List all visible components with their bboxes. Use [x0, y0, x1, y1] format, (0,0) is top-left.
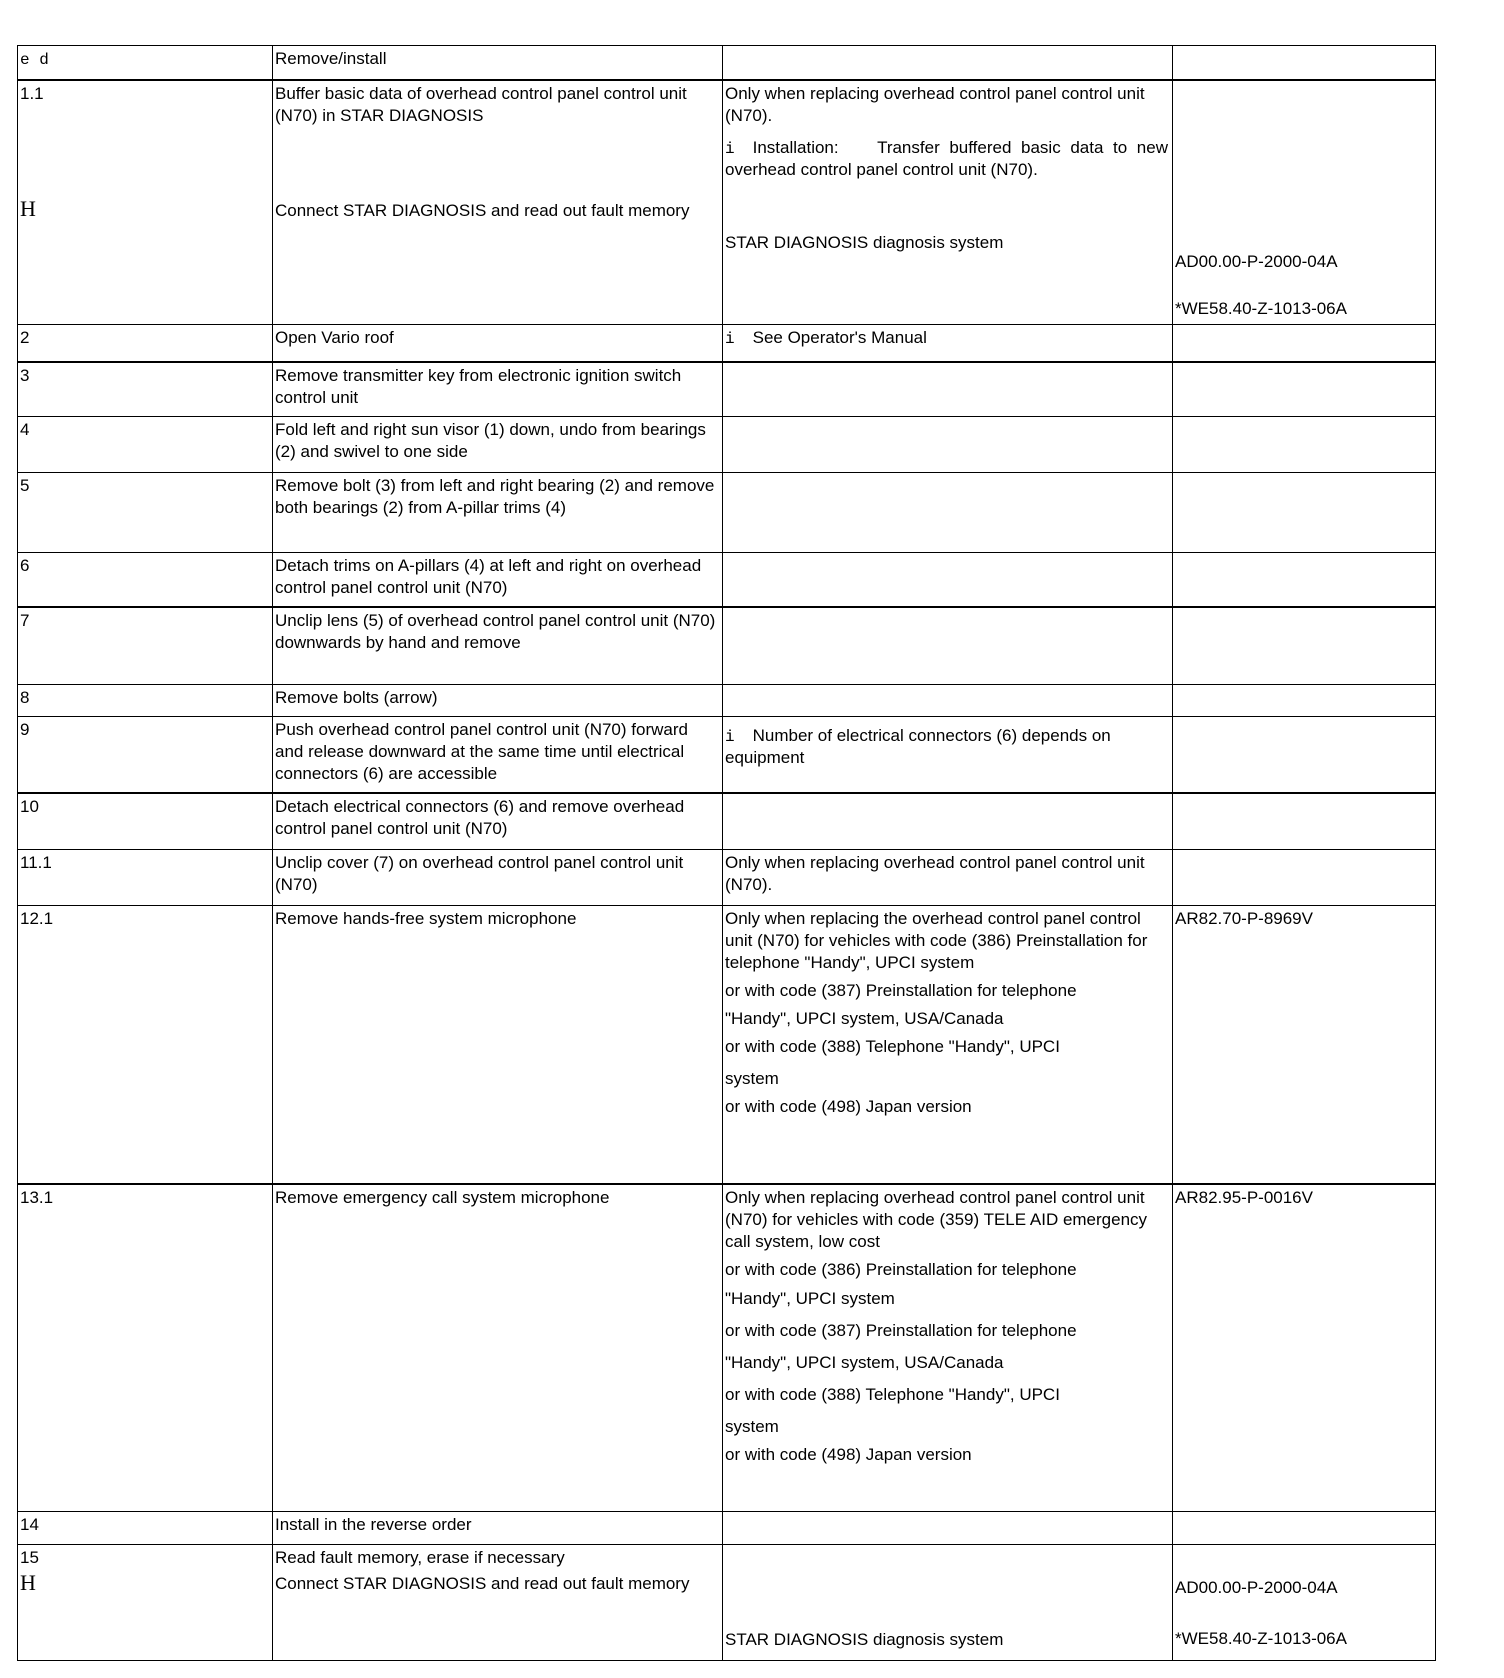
- step-number: 5: [18, 472, 273, 552]
- step-action: Install in the reverse order: [273, 1511, 723, 1544]
- doc-reference: AR82.95-P-0016V: [1173, 1184, 1436, 1511]
- step-number: 2: [18, 324, 273, 362]
- table-row: [18, 607, 1436, 684]
- info-icon: i: [725, 139, 735, 158]
- doc-reference: AD00.00-P-2000-04A: [1175, 1577, 1338, 1597]
- procedure-table: [17, 45, 1436, 1661]
- step-number: 1.1: [20, 83, 44, 103]
- step-info: Number of electrical connectors (6) depends on equipment: [725, 725, 1111, 768]
- hint-marker: H: [20, 1569, 36, 1595]
- installation-note: i Installation: Transfer buffered basic data to new overhead control panel control unit (N70).: [725, 137, 1168, 180]
- step-action: Detach electrical connectors (6) and remove overhead control panel control unit (N70): [273, 793, 723, 849]
- table-row: [18, 472, 1436, 552]
- table-row: [18, 552, 1436, 607]
- step-action: Fold left and right sun visor (1) down, undo from bearings (2) and swivel to one side: [273, 416, 723, 472]
- step-action: Read fault memory, erase if necessary: [275, 1547, 565, 1567]
- tool-name: STAR DIAGNOSIS diagnosis system: [725, 1629, 1004, 1649]
- doc-reference: AR82.70-P-8969V: [1173, 905, 1436, 1184]
- table-row: [18, 793, 1436, 849]
- table-row: [18, 1544, 1436, 1660]
- step-number: 14: [18, 1511, 273, 1544]
- step-action: Remove bolts (arrow): [273, 684, 723, 716]
- tool-reference: *WE58.40-Z-1013-06A: [1175, 298, 1347, 318]
- step-number: 15: [20, 1547, 39, 1567]
- step-number: 10: [18, 793, 273, 849]
- step-action: Open Vario roof: [273, 324, 723, 362]
- tool-reference: *WE58.40-Z-1013-06A: [1175, 1628, 1347, 1648]
- step-action: Push overhead control panel control unit (N70) forward and release downward at the same time until electrical connectors (6) are accessible: [273, 716, 723, 793]
- table-row: [18, 684, 1436, 716]
- step-note: Only when replacing overhead control panel control unit (N70).: [723, 849, 1173, 905]
- step-note: Only when replacing overhead control panel control unit (N70) for vehicles with code (359) TELE AID emergency call system, low cost or with code (386) Preinstallation for telephone "Handy", UPCI system or with code (387) Preinstallation for telephone "Handy", UPCI system, USA/Canada or with code (388) Telephone "Handy", UPCI system or with code (498) Japan version: [723, 1184, 1173, 1511]
- step-note: Only when replacing overhead control panel control unit (N70).: [725, 83, 1145, 125]
- table-row: [18, 1511, 1436, 1544]
- info-icon: i: [725, 727, 735, 746]
- step-action: Buffer basic data of overhead control panel control unit (N70) in STAR DIAGNOSIS: [275, 83, 687, 125]
- step-number: 3: [18, 362, 273, 416]
- step-number: 7: [18, 607, 273, 684]
- hint-marker: H: [20, 195, 36, 221]
- step-info: See Operator's Manual: [752, 327, 927, 347]
- step-action: Remove bolt (3) from left and right bearing (2) and remove both bearings (2) from A-pillar trims (4): [273, 472, 723, 552]
- table-row: [18, 1184, 1436, 1511]
- table-row: [18, 905, 1436, 1184]
- step-action: Remove transmitter key from electronic ignition switch control unit: [273, 362, 723, 416]
- table-row: [18, 716, 1436, 793]
- step-number: 13.1: [18, 1184, 273, 1511]
- header-title: Remove/install: [273, 46, 723, 80]
- table-row: [18, 324, 1436, 362]
- step-number: 8: [18, 684, 273, 716]
- table-header-row: [18, 46, 1436, 80]
- tool-name: STAR DIAGNOSIS diagnosis system: [725, 232, 1004, 252]
- table-row: [18, 849, 1436, 905]
- step-number: 6: [18, 552, 273, 607]
- header-step: e d: [18, 46, 273, 80]
- step-action: Unclip lens (5) of overhead control panel control unit (N70) downwards by hand and remove: [273, 607, 723, 684]
- step-action: Remove emergency call system microphone: [273, 1184, 723, 1511]
- step-action: Remove hands-free system microphone: [273, 905, 723, 1184]
- hint-action: Connect STAR DIAGNOSIS and read out fault memory: [275, 200, 690, 220]
- step-note: Only when replacing the overhead control panel control unit (N70) for vehicles with code (386) Preinstallation for telephone "Handy", UPCI system or with code (387) Preinstallation for telephone "Handy", UPCI system, USA/Canada or with code (388) Telephone "Handy", UPCI system or with code (498) Japan version: [723, 905, 1173, 1184]
- doc-reference: AD00.00-P-2000-04A: [1175, 251, 1338, 271]
- info-icon: i: [725, 329, 735, 348]
- step-action: Detach trims on A-pillars (4) at left and right on overhead control panel control unit (N70): [273, 552, 723, 607]
- step-number: 9: [18, 716, 273, 793]
- step-number: 4: [18, 416, 273, 472]
- hint-action: Connect STAR DIAGNOSIS and read out fault memory: [275, 1573, 690, 1593]
- table-row: [18, 362, 1436, 416]
- table-row: [18, 416, 1436, 472]
- step-number: 12.1: [18, 905, 273, 1184]
- table-row: [18, 80, 1436, 325]
- step-number: 11.1: [18, 849, 273, 905]
- step-action: Unclip cover (7) on overhead control panel control unit (N70): [273, 849, 723, 905]
